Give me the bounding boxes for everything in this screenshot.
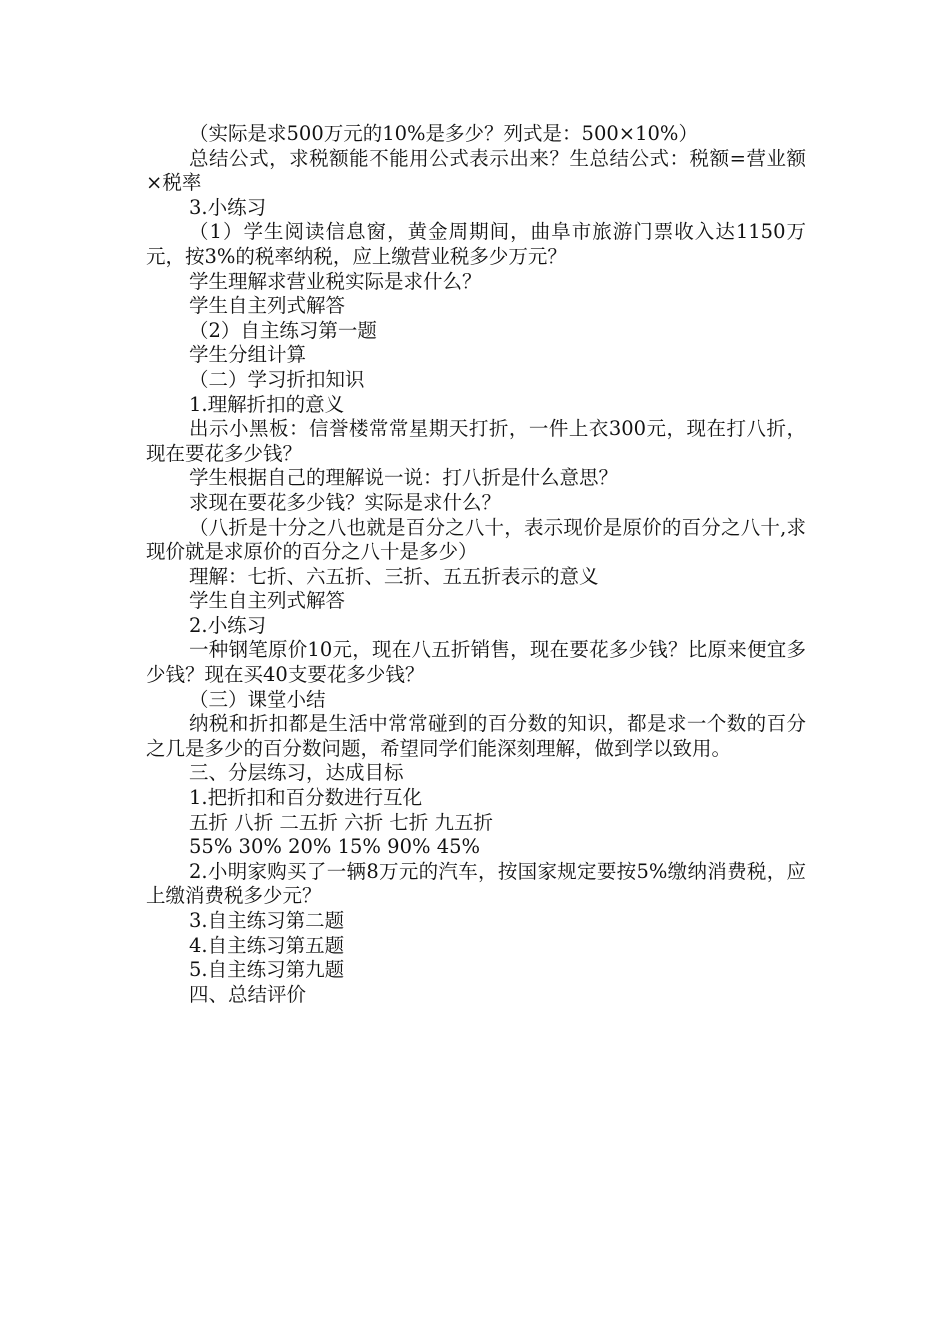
paragraph-formula-summary: 总结公式，求税额能不能用公式表示出来？生总结公式：税额=营业额×税率 (146, 146, 806, 195)
paragraph-practice-heading-2: 2.小练习 (189, 613, 267, 637)
paragraph-student-explain: 学生根据自己的理解说一说：打八折是什么意思？ (189, 466, 619, 490)
paragraph-pen-problem: 一种钢笔原价10元，现在八五折销售，现在要花多少钱？比原来便宜多少钱？现在买40支要花多少钱？ (146, 638, 806, 687)
paragraph-practice-heading: 3.小练习 (189, 195, 267, 219)
paragraph-percent-list: 55% 30% 20% 15% 90% 45% (189, 835, 481, 859)
paragraph-discount-list: 五折 八折 二五折 六折 七折 九五折 (189, 810, 493, 834)
section-heading-evaluation: 四、总结评价 (189, 982, 307, 1006)
paragraph-exercise-3: 3.自主练习第二题 (189, 909, 345, 932)
paragraph-answer-note: （实际是求500万元的10%是多少？列式是：500×10%） (189, 122, 698, 145)
paragraph-self-solve-2: 学生自主列式解答 (189, 589, 346, 613)
paragraph-discount-meaning: 1.理解折扣的意义 (189, 392, 345, 416)
section-heading-summary: （三）课堂小结 (189, 687, 326, 711)
paragraph-practice-2: （2）自主练习第一题 (189, 318, 377, 342)
paragraph-discount-explain: （八折是十分之八也就是百分之八十，表示现价是原价的百分之八十,求现价就是求原价的百分之八十是多少） (146, 515, 806, 564)
paragraph-self-solve: 学生自主列式解答 (189, 294, 346, 318)
paragraph-exercise-5: 5.自主练习第九题 (189, 958, 345, 982)
paragraph-practice-1: （1）学生阅读信息窗，黄金周期间，曲阜市旅游门票收入达1150万元，按3%的税率纳税，应上缴营业税多少万元？ (146, 220, 806, 268)
document-body (146, 122, 806, 1007)
paragraph-understand-discounts: 理解：七折、六五折、三折、五五折表示的意义 (189, 564, 599, 588)
paragraph-group-calc: 学生分组计算 (189, 343, 307, 367)
paragraph-exercise-1: 1.把折扣和百分数进行互化 (189, 786, 423, 810)
paragraph-exercise-4: 4.自主练习第五题 (189, 933, 345, 957)
paragraph-exercise-2: 2.小明家购买了一辆8万元的汽车，按国家规定要按5%缴纳消费税，应上缴消费税多少元？ (146, 859, 806, 908)
paragraph-question: 求现在要花多少钱？实际是求什么？ (189, 490, 502, 514)
paragraph-blackboard: 出示小黑板：信誉楼常常星期天打折，一件上衣300元，现在打八折，现在要花多少钱？ (146, 417, 806, 465)
section-heading-discount: （二）学习折扣知识 (189, 367, 365, 391)
paragraph-understand-tax: 学生理解求营业税实际是求什么？ (189, 269, 482, 293)
paragraph-summary: 纳税和折扣都是生活中常常碰到的百分数的知识，都是求一个数的百分之几是多少的百分数问题，希望同学们能深刻理解，做到学以致用。 (146, 712, 806, 760)
section-heading-layered-practice: 三、分层练习，达成目标 (189, 761, 404, 785)
